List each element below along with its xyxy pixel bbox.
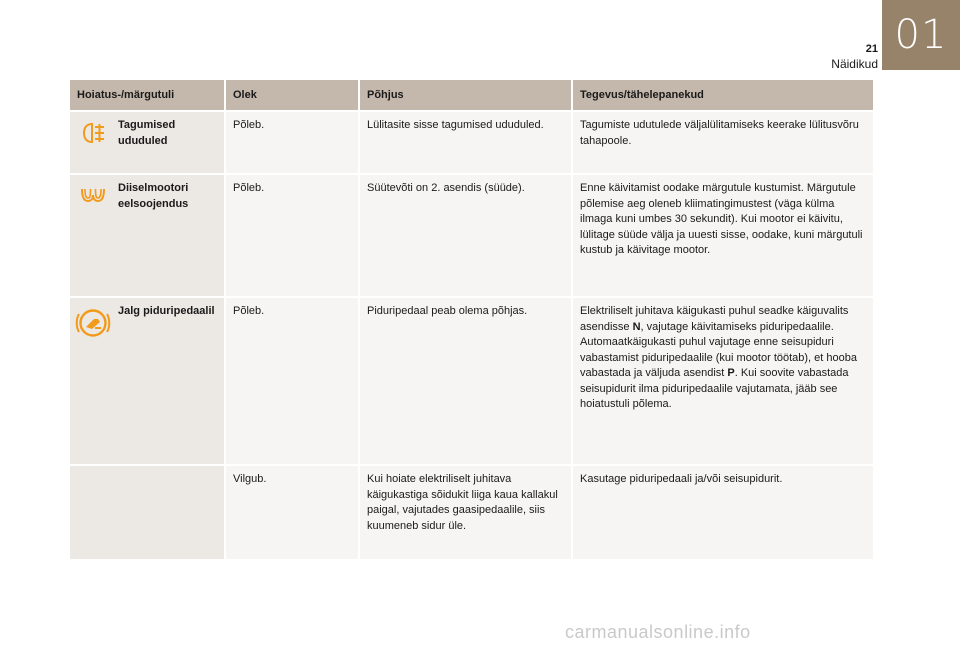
action-text: , vajutage käivitamiseks piduripedaalile. Automaatkäigukasti puhul vajutage enne seisupiduri vabastamist piduripedaalile (kui mootor töötab), et hooba vabastada ja väljuda asendist — [580, 320, 857, 379]
state-cell: Põleb. — [226, 296, 360, 464]
table-row-icon-cell — [70, 110, 116, 173]
action-cell: Tagumiste udutulede väljalülitamiseks keerake lülitusvõru tahapoole. — [573, 110, 873, 173]
warning-light-name — [116, 464, 226, 559]
action-text: . Kui soovite vabastada seisupidurit ilma piduripedaalile vajutamata, jääb see hoiatustuli põlema. — [580, 367, 849, 410]
header-state: Olek — [226, 80, 360, 110]
rear-fog-light-icon — [80, 122, 106, 144]
action-cell: Enne käivitamist oodake märgutule kustumist. Märgutule põlemise aeg oleneb kliimatingimustest (väga külma ilmaga kuni umbes 30 sekundit). Kui mootor ei käivitu, lülitage süüde välja ja uuesti sisse, oodake, kuni märgutuli kustub ja käivitage mootor. — [573, 173, 873, 296]
brake-pedal-icon — [75, 308, 111, 338]
header-cause: Põhjus — [360, 80, 573, 110]
warning-light-name: Tagumised ududuled — [116, 110, 226, 173]
action-cell — [573, 296, 873, 464]
state-cell: Põleb. — [226, 173, 360, 296]
header-action: Tegevus/tähelepanekud — [573, 80, 873, 110]
state-cell: Põleb. — [226, 110, 360, 173]
state-cell: Vilgub. — [226, 464, 360, 559]
section-title: Näidikud — [831, 57, 878, 71]
glow-plug-icon — [79, 185, 107, 205]
table-row-icon-cell — [70, 173, 116, 296]
table-row-icon-cell — [70, 296, 116, 464]
action-cell: Kasutage piduripedaali ja/või seisupidurit. — [573, 464, 873, 559]
warning-light-name: Diiselmootori eelsoojendus — [116, 173, 226, 296]
gear-position-n: N — [632, 320, 641, 333]
header-warning-light: Hoiatus-/märgutuli — [70, 80, 226, 110]
warning-light-name: Jalg piduripedaalil — [116, 296, 226, 464]
chapter-tab: 01 — [882, 0, 960, 70]
watermark: carmanualsonline.info — [565, 622, 751, 642]
cause-cell: Kui hoiate elektriliselt juhitava käigukastiga sõidukit liiga kaua kallakul paigal, vajutades gaasipedaalile, siis kuumeneb sidur üle. — [360, 464, 573, 559]
warning-lights-table — [70, 80, 873, 559]
action-text: Elektriliselt juhitava käigukasti puhul seadke käiguvalits asendisse — [580, 305, 849, 333]
cause-cell: Lülitasite sisse tagumised ududuled. — [360, 110, 573, 173]
gear-position-p: P — [727, 367, 735, 379]
page-number: 21 — [865, 43, 878, 55]
cause-cell: Süütevõti on 2. asendis (süüde). — [360, 173, 573, 296]
table-row-icon-cell — [70, 464, 116, 559]
cause-cell: Piduripedaal peab olema põhjas. — [360, 296, 573, 464]
